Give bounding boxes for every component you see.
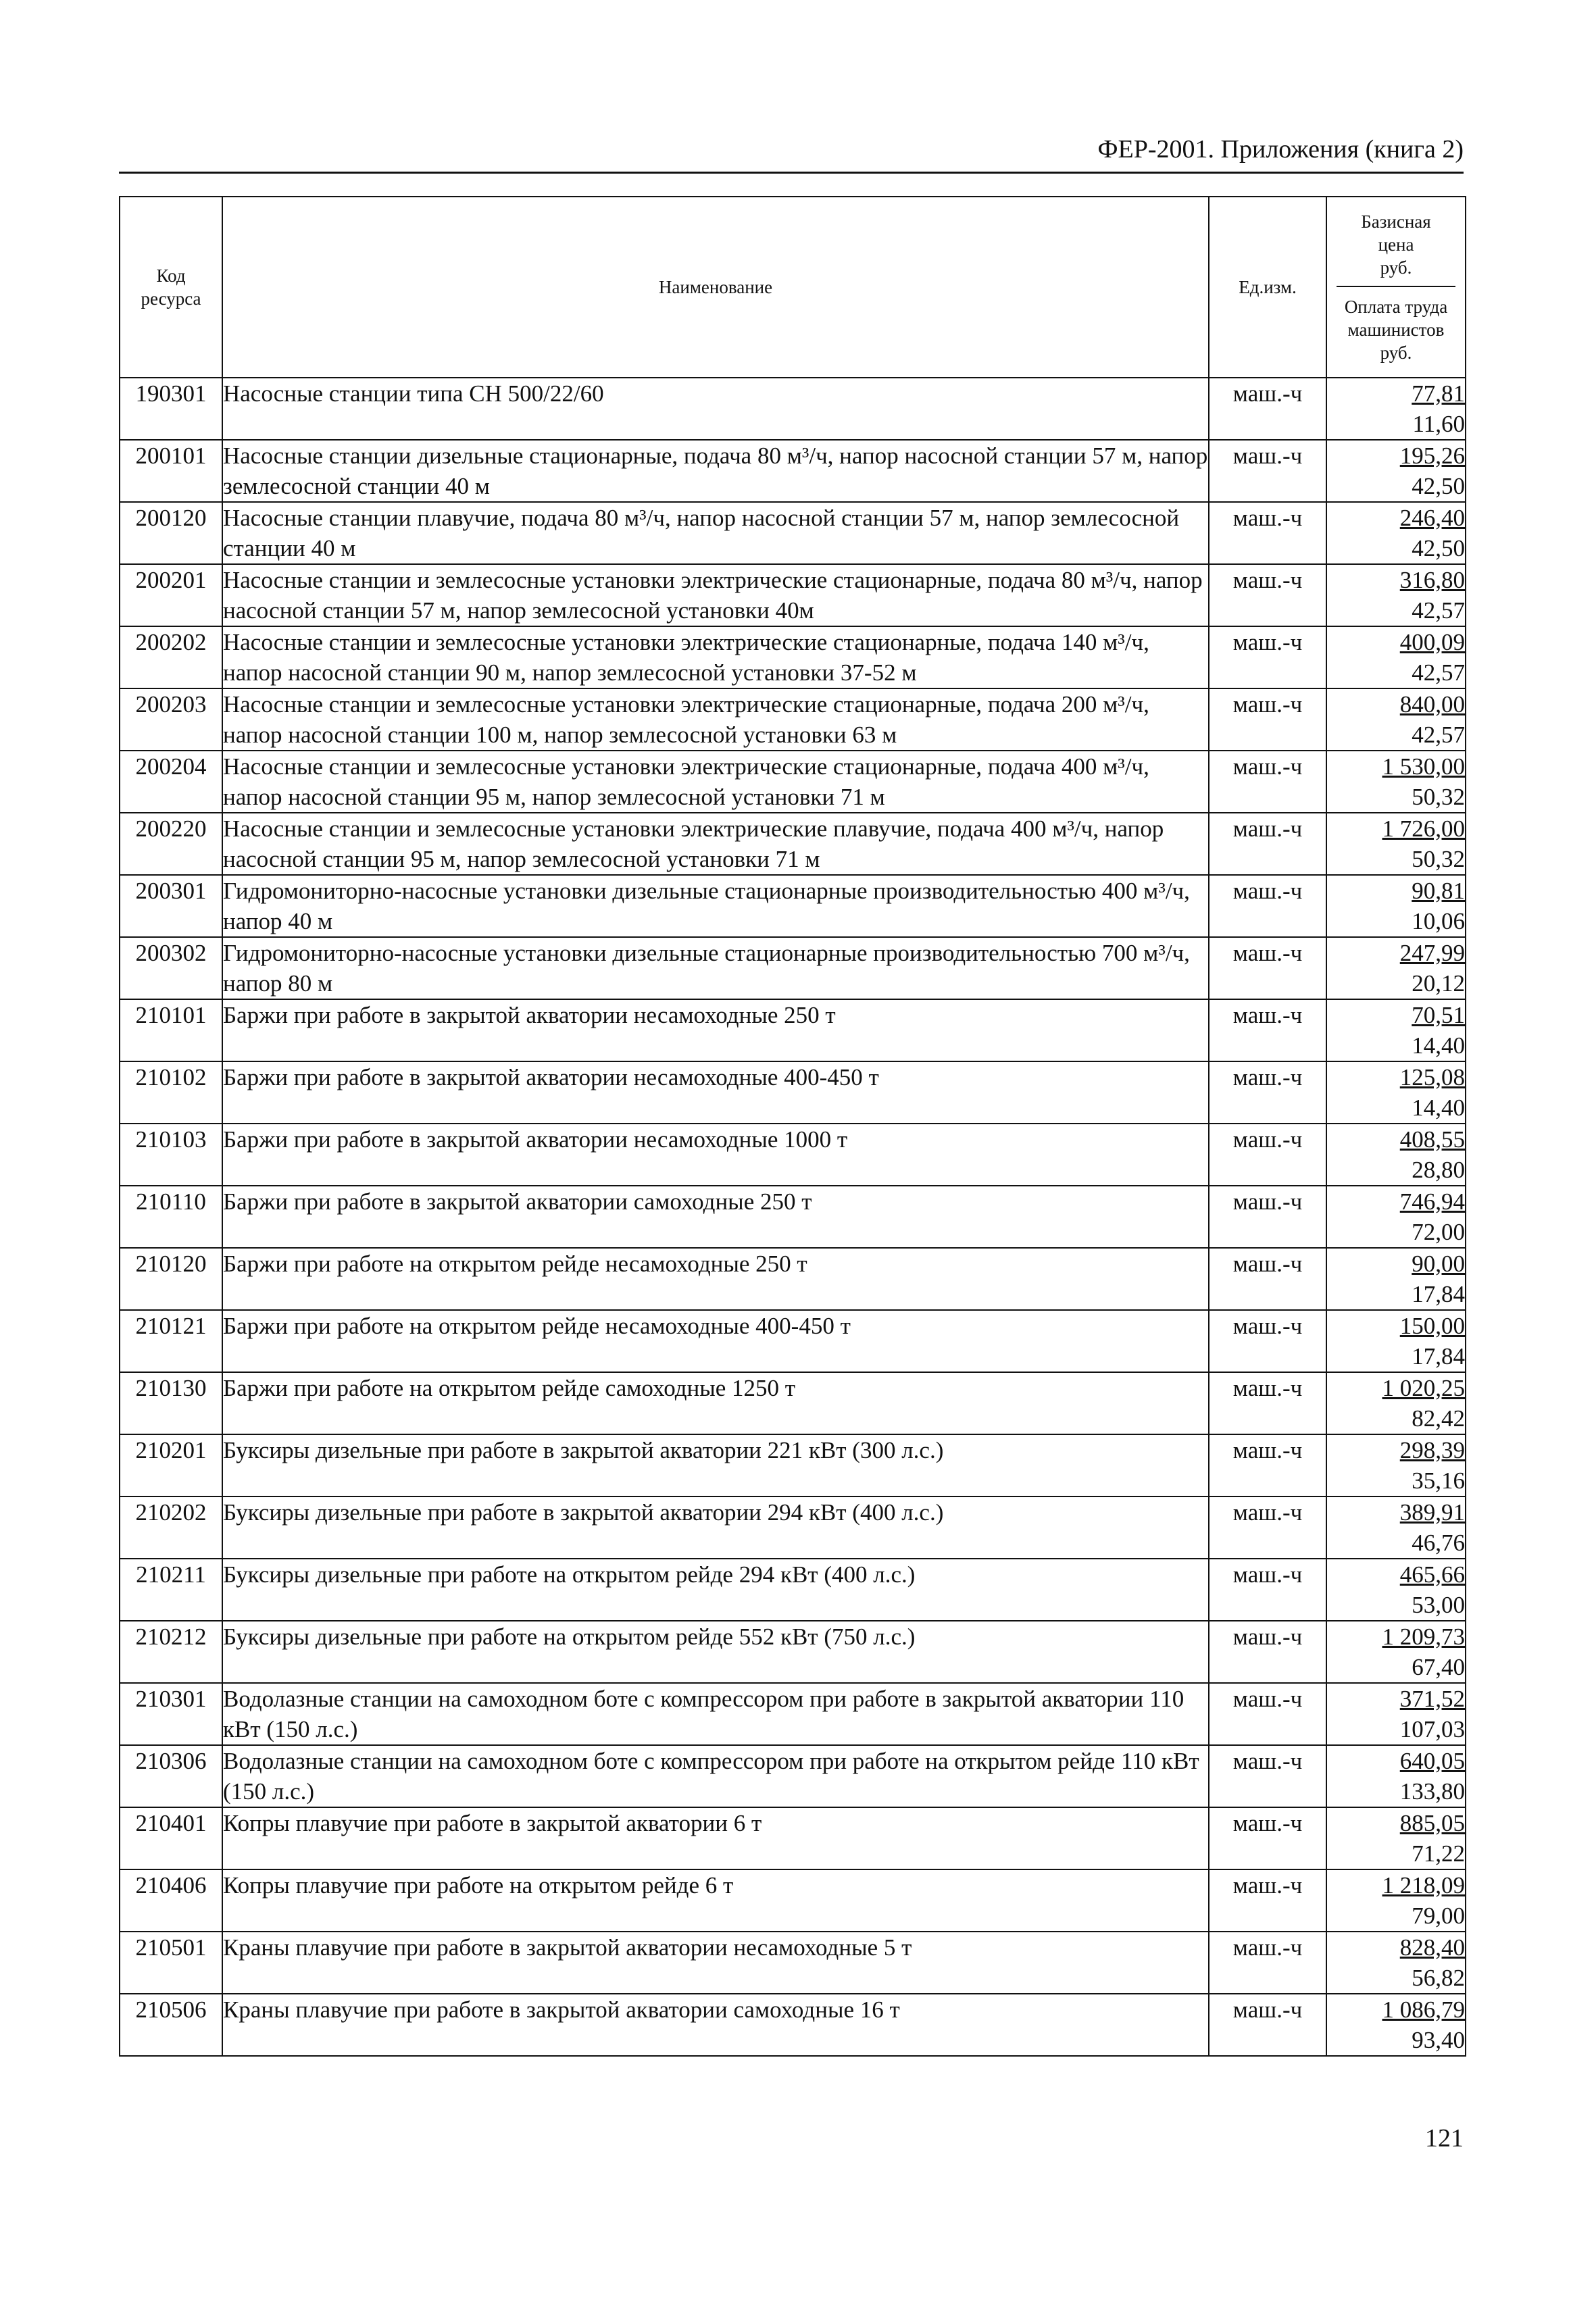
base-price: 150,00 (1399, 1313, 1465, 1339)
price-cell (1326, 1124, 1466, 1186)
price-cell (1326, 751, 1466, 813)
column-header-unit: Ед.изм. (1209, 197, 1326, 378)
operator-labor-cost: 50,32 (1412, 784, 1465, 810)
price-cell (1326, 502, 1466, 564)
price-cell (1326, 1248, 1466, 1310)
resource-name-cell: Водолазные станции на самоходном боте с компрессором при работе в закрытой акватории 110 кВт (150 л.с.) (222, 1683, 1209, 1745)
resource-name-cell: Баржи при работе в закрытой акватории несамоходные 400-450 т (222, 1061, 1209, 1124)
price-cell (1326, 564, 1466, 626)
operator-labor-cost: 10,06 (1412, 908, 1465, 934)
price-cell (1326, 1434, 1466, 1496)
resource-code-cell: 210110 (120, 1186, 222, 1248)
operator-labor-cost: 93,40 (1412, 2027, 1465, 2053)
table-row (120, 564, 1466, 626)
unit-cell: маш.-ч (1209, 1310, 1326, 1372)
base-price: 298,39 (1399, 1437, 1465, 1463)
table-row (120, 813, 1466, 875)
unit-cell: маш.-ч (1209, 1061, 1326, 1124)
table-row (120, 875, 1466, 937)
unit-cell: маш.-ч (1209, 1559, 1326, 1621)
resource-name-cell: Баржи при работе на открытом рейде несамоходные 250 т (222, 1248, 1209, 1310)
price-cell (1326, 1932, 1466, 1994)
table-header-row (120, 197, 1466, 378)
resource-code-cell: 200203 (120, 688, 222, 751)
price-cell (1326, 440, 1466, 502)
price-cell (1326, 378, 1466, 440)
base-price: 840,00 (1399, 691, 1465, 718)
unit-cell: маш.-ч (1209, 937, 1326, 999)
resource-name-cell: Насосные станции и землесосные установки электрические плавучие, подача 400 м³/ч, напор насосной станции 95 м, напор землесосной установки 71 м (222, 813, 1209, 875)
table-row (120, 937, 1466, 999)
column-header-code-line: ресурса (141, 288, 201, 309)
unit-cell: маш.-ч (1209, 378, 1326, 440)
table-row (120, 1745, 1466, 1807)
table-row (120, 1807, 1466, 1869)
operator-labor-cost: 56,82 (1412, 1965, 1465, 1991)
price-cell (1326, 937, 1466, 999)
resource-name-cell: Буксиры дизельные при работе в закрытой акватории 294 кВт (400 л.с.) (222, 1496, 1209, 1559)
price-cell (1326, 1683, 1466, 1745)
resource-name-cell: Баржи при работе на открытом рейде несамоходные 400-450 т (222, 1310, 1209, 1372)
resource-name-cell: Баржи при работе в закрытой акватории самоходные 250 т (222, 1186, 1209, 1248)
operator-labor-cost: 42,57 (1412, 722, 1465, 748)
table-row (120, 378, 1466, 440)
resource-name-cell: Насосные станции дизельные стационарные, подача 80 м³/ч, напор насосной станции 57 м, напор землесосной станции 40 м (222, 440, 1209, 502)
unit-cell: маш.-ч (1209, 1807, 1326, 1869)
base-price: 828,40 (1399, 1934, 1465, 1961)
resource-code-cell: 210301 (120, 1683, 222, 1745)
resource-name-cell: Краны плавучие при работе в закрытой акватории самоходные 16 т (222, 1994, 1209, 2056)
operator-labor-cost: 42,57 (1412, 659, 1465, 686)
unit-cell: маш.-ч (1209, 1372, 1326, 1434)
resource-code-cell: 210211 (120, 1559, 222, 1621)
column-header-price (1326, 197, 1466, 378)
resource-code-cell: 210406 (120, 1869, 222, 1932)
resource-code-cell: 200204 (120, 751, 222, 813)
column-header-code (120, 197, 222, 378)
unit-cell: маш.-ч (1209, 564, 1326, 626)
operator-labor-cost: 35,16 (1412, 1467, 1465, 1494)
unit-cell: маш.-ч (1209, 1683, 1326, 1745)
unit-cell: маш.-ч (1209, 875, 1326, 937)
unit-cell: маш.-ч (1209, 999, 1326, 1061)
resource-name-cell: Насосные станции и землесосные установки электрические стационарные, подача 80 м³/ч, напор насосной станции 57 м, напор землесосной установки 40м (222, 564, 1209, 626)
resource-name-cell: Насосные станции типа СН 500/22/60 (222, 378, 1209, 440)
unit-cell: маш.-ч (1209, 1869, 1326, 1932)
resource-name-cell: Баржи при работе в закрытой акватории несамоходные 250 т (222, 999, 1209, 1061)
resource-code-cell: 210103 (120, 1124, 222, 1186)
resource-code-cell: 190301 (120, 378, 222, 440)
resource-code-cell: 210501 (120, 1932, 222, 1994)
price-cell (1326, 1869, 1466, 1932)
resource-code-cell: 210101 (120, 999, 222, 1061)
price-cell (1326, 813, 1466, 875)
base-price: 1 218,09 (1382, 1872, 1465, 1898)
operator-labor-cost: 133,80 (1399, 1778, 1465, 1805)
price-cell (1326, 1994, 1466, 2056)
price-cell (1326, 1372, 1466, 1434)
unit-cell: маш.-ч (1209, 751, 1326, 813)
base-price: 1 530,00 (1382, 753, 1465, 780)
resource-code-cell: 210120 (120, 1248, 222, 1310)
table-row (120, 1434, 1466, 1496)
operator-labor-cost: 72,00 (1412, 1219, 1465, 1245)
resource-name-cell: Водолазные станции на самоходном боте с компрессором при работе на открытом рейде 110 кВт (150 л.с.) (222, 1745, 1209, 1807)
price-header-line: цена (1378, 234, 1414, 255)
base-price: 885,05 (1399, 1810, 1465, 1836)
labor-header-line: Оплата труда (1344, 297, 1448, 317)
price-cell (1326, 999, 1466, 1061)
unit-cell: маш.-ч (1209, 502, 1326, 564)
labor-header-line: машинистов (1347, 320, 1445, 340)
unit-cell: маш.-ч (1209, 1745, 1326, 1807)
page-number: 121 (1425, 2124, 1464, 2153)
unit-cell: маш.-ч (1209, 626, 1326, 688)
base-price: 316,80 (1399, 567, 1465, 593)
table-row (120, 1869, 1466, 1932)
resource-name-cell: Буксиры дизельные при работе на открытом рейде 294 кВт (400 л.с.) (222, 1559, 1209, 1621)
base-price: 195,26 (1399, 443, 1465, 469)
operator-labor-cost: 17,84 (1412, 1281, 1465, 1307)
base-price: 1 086,79 (1382, 1996, 1465, 2023)
unit-cell: маш.-ч (1209, 813, 1326, 875)
unit-cell: маш.-ч (1209, 1248, 1326, 1310)
operator-labor-cost: 42,50 (1412, 535, 1465, 561)
operator-labor-cost: 53,00 (1412, 1592, 1465, 1618)
resource-code-cell: 200101 (120, 440, 222, 502)
operator-labor-cost: 42,50 (1412, 473, 1465, 499)
operator-labor-cost: 50,32 (1412, 846, 1465, 872)
unit-cell: маш.-ч (1209, 440, 1326, 502)
operator-labor-cost: 11,60 (1412, 411, 1465, 437)
unit-cell: маш.-ч (1209, 1434, 1326, 1496)
resource-code-cell: 200301 (120, 875, 222, 937)
operator-labor-cost: 46,76 (1412, 1530, 1465, 1556)
labor-header-line: руб. (1380, 343, 1412, 363)
base-price: 400,09 (1399, 629, 1465, 655)
price-cell (1326, 1061, 1466, 1124)
unit-cell: маш.-ч (1209, 1994, 1326, 2056)
table-row (120, 1496, 1466, 1559)
price-cell (1326, 1496, 1466, 1559)
resource-code-cell: 210202 (120, 1496, 222, 1559)
column-header-name: Наименование (222, 197, 1209, 378)
base-price: 1 020,25 (1382, 1375, 1465, 1401)
operator-labor-cost: 79,00 (1412, 1903, 1465, 1929)
resource-name-cell: Краны плавучие при работе в закрытой акватории несамоходные 5 т (222, 1932, 1209, 1994)
table-row (120, 626, 1466, 688)
operator-labor-cost: 71,22 (1412, 1840, 1465, 1867)
operator-labor-cost: 17,84 (1412, 1343, 1465, 1369)
base-price: 125,08 (1399, 1064, 1465, 1090)
base-price: 465,66 (1399, 1561, 1465, 1588)
unit-cell: маш.-ч (1209, 1496, 1326, 1559)
price-cell (1326, 1310, 1466, 1372)
base-price: 77,81 (1412, 380, 1465, 407)
resource-name-cell: Буксиры дизельные при работе в закрытой акватории 221 кВт (300 л.с.) (222, 1434, 1209, 1496)
resource-code-cell: 210102 (120, 1061, 222, 1124)
price-header-line: Базисная (1361, 211, 1431, 232)
table-row (120, 999, 1466, 1061)
operator-labor-cost: 42,57 (1412, 597, 1465, 624)
resource-code-cell: 210121 (120, 1310, 222, 1372)
unit-cell: маш.-ч (1209, 1186, 1326, 1248)
table-row (120, 440, 1466, 502)
resource-code-cell: 200201 (120, 564, 222, 626)
table-row (120, 751, 1466, 813)
price-cell (1326, 875, 1466, 937)
operator-labor-cost: 107,03 (1399, 1716, 1465, 1742)
base-price: 246,40 (1399, 505, 1465, 531)
unit-cell: маш.-ч (1209, 1932, 1326, 1994)
table-row (120, 1248, 1466, 1310)
base-price: 90,00 (1412, 1251, 1465, 1277)
base-price: 640,05 (1399, 1748, 1465, 1774)
resource-name-cell: Гидромониторно-насосные установки дизельные стационарные производительностью 400 м³/ч, напор 40 м (222, 875, 1209, 937)
price-cell (1326, 1745, 1466, 1807)
table-row (120, 1621, 1466, 1683)
unit-cell: маш.-ч (1209, 688, 1326, 751)
base-price: 70,51 (1412, 1002, 1465, 1028)
resource-name-cell: Копры плавучие при работе на открытом рейде 6 т (222, 1869, 1209, 1932)
resource-code-cell: 210201 (120, 1434, 222, 1496)
resource-code-cell: 200202 (120, 626, 222, 688)
resource-name-cell: Буксиры дизельные при работе на открытом рейде 552 кВт (750 л.с.) (222, 1621, 1209, 1683)
operator-labor-cost: 28,80 (1412, 1157, 1465, 1183)
price-cell (1326, 1621, 1466, 1683)
price-header-divider (1337, 286, 1455, 287)
resource-code-cell: 210306 (120, 1745, 222, 1807)
resource-code-cell: 200120 (120, 502, 222, 564)
operator-labor-cost: 14,40 (1412, 1032, 1465, 1059)
resource-code-cell: 200302 (120, 937, 222, 999)
header-rule (119, 172, 1464, 174)
column-header-code-line: Код (156, 266, 186, 286)
table-row (120, 688, 1466, 751)
base-price: 389,91 (1399, 1499, 1465, 1526)
base-price: 746,94 (1399, 1188, 1465, 1215)
resource-name-cell: Копры плавучие при работе в закрытой акватории 6 т (222, 1807, 1209, 1869)
resource-name-cell: Баржи при работе в закрытой акватории несамоходные 1000 т (222, 1124, 1209, 1186)
base-price: 1 726,00 (1382, 815, 1465, 842)
base-price: 408,55 (1399, 1126, 1465, 1153)
table-row (120, 1994, 1466, 2056)
table-row (120, 1559, 1466, 1621)
resource-code-cell: 210212 (120, 1621, 222, 1683)
table-row (120, 1372, 1466, 1434)
price-cell (1326, 688, 1466, 751)
resource-code-cell: 200220 (120, 813, 222, 875)
unit-cell: маш.-ч (1209, 1621, 1326, 1683)
table-row (120, 1124, 1466, 1186)
base-price: 247,99 (1399, 940, 1465, 966)
resource-code-cell: 210130 (120, 1372, 222, 1434)
table-row (120, 1061, 1466, 1124)
table-row (120, 1310, 1466, 1372)
table-row (120, 1683, 1466, 1745)
resource-name-cell: Насосные станции и землесосные установки электрические стационарные, подача 200 м³/ч, напор насосной станции 100 м, напор землесосной установки 63 м (222, 688, 1209, 751)
running-title: ФЕР-2001. Приложения (книга 2) (1097, 135, 1464, 164)
base-price: 1 209,73 (1382, 1624, 1465, 1650)
price-cell (1326, 1807, 1466, 1869)
price-header-line: руб. (1380, 257, 1412, 278)
base-price: 90,81 (1412, 878, 1465, 904)
resource-name-cell: Насосные станции и землесосные установки электрические стационарные, подача 400 м³/ч, напор насосной станции 95 м, напор землесосной установки 71 м (222, 751, 1209, 813)
table-row (120, 1186, 1466, 1248)
table-row (120, 1932, 1466, 1994)
price-cell (1326, 1559, 1466, 1621)
operator-labor-cost: 82,42 (1412, 1405, 1465, 1432)
price-cell (1326, 1186, 1466, 1248)
resource-name-cell: Баржи при работе на открытом рейде самоходные 1250 т (222, 1372, 1209, 1434)
base-price: 371,52 (1399, 1686, 1465, 1712)
resource-code-cell: 210506 (120, 1994, 222, 2056)
resource-name-cell: Насосные станции и землесосные установки электрические стационарные, подача 140 м³/ч, напор насосной станции 90 м, напор землесосной установки 37-52 м (222, 626, 1209, 688)
table-row (120, 502, 1466, 564)
resource-name-cell: Гидромониторно-насосные установки дизельные стационарные производительностью 700 м³/ч, напор 80 м (222, 937, 1209, 999)
operator-labor-cost: 20,12 (1412, 970, 1465, 997)
resource-code-cell: 210401 (120, 1807, 222, 1869)
resource-name-cell: Насосные станции плавучие, подача 80 м³/ч, напор насосной станции 57 м, напор землесосной станции 40 м (222, 502, 1209, 564)
resource-price-table (119, 196, 1466, 2057)
operator-labor-cost: 14,40 (1412, 1095, 1465, 1121)
unit-cell: маш.-ч (1209, 1124, 1326, 1186)
price-cell (1326, 626, 1466, 688)
operator-labor-cost: 67,40 (1412, 1654, 1465, 1680)
